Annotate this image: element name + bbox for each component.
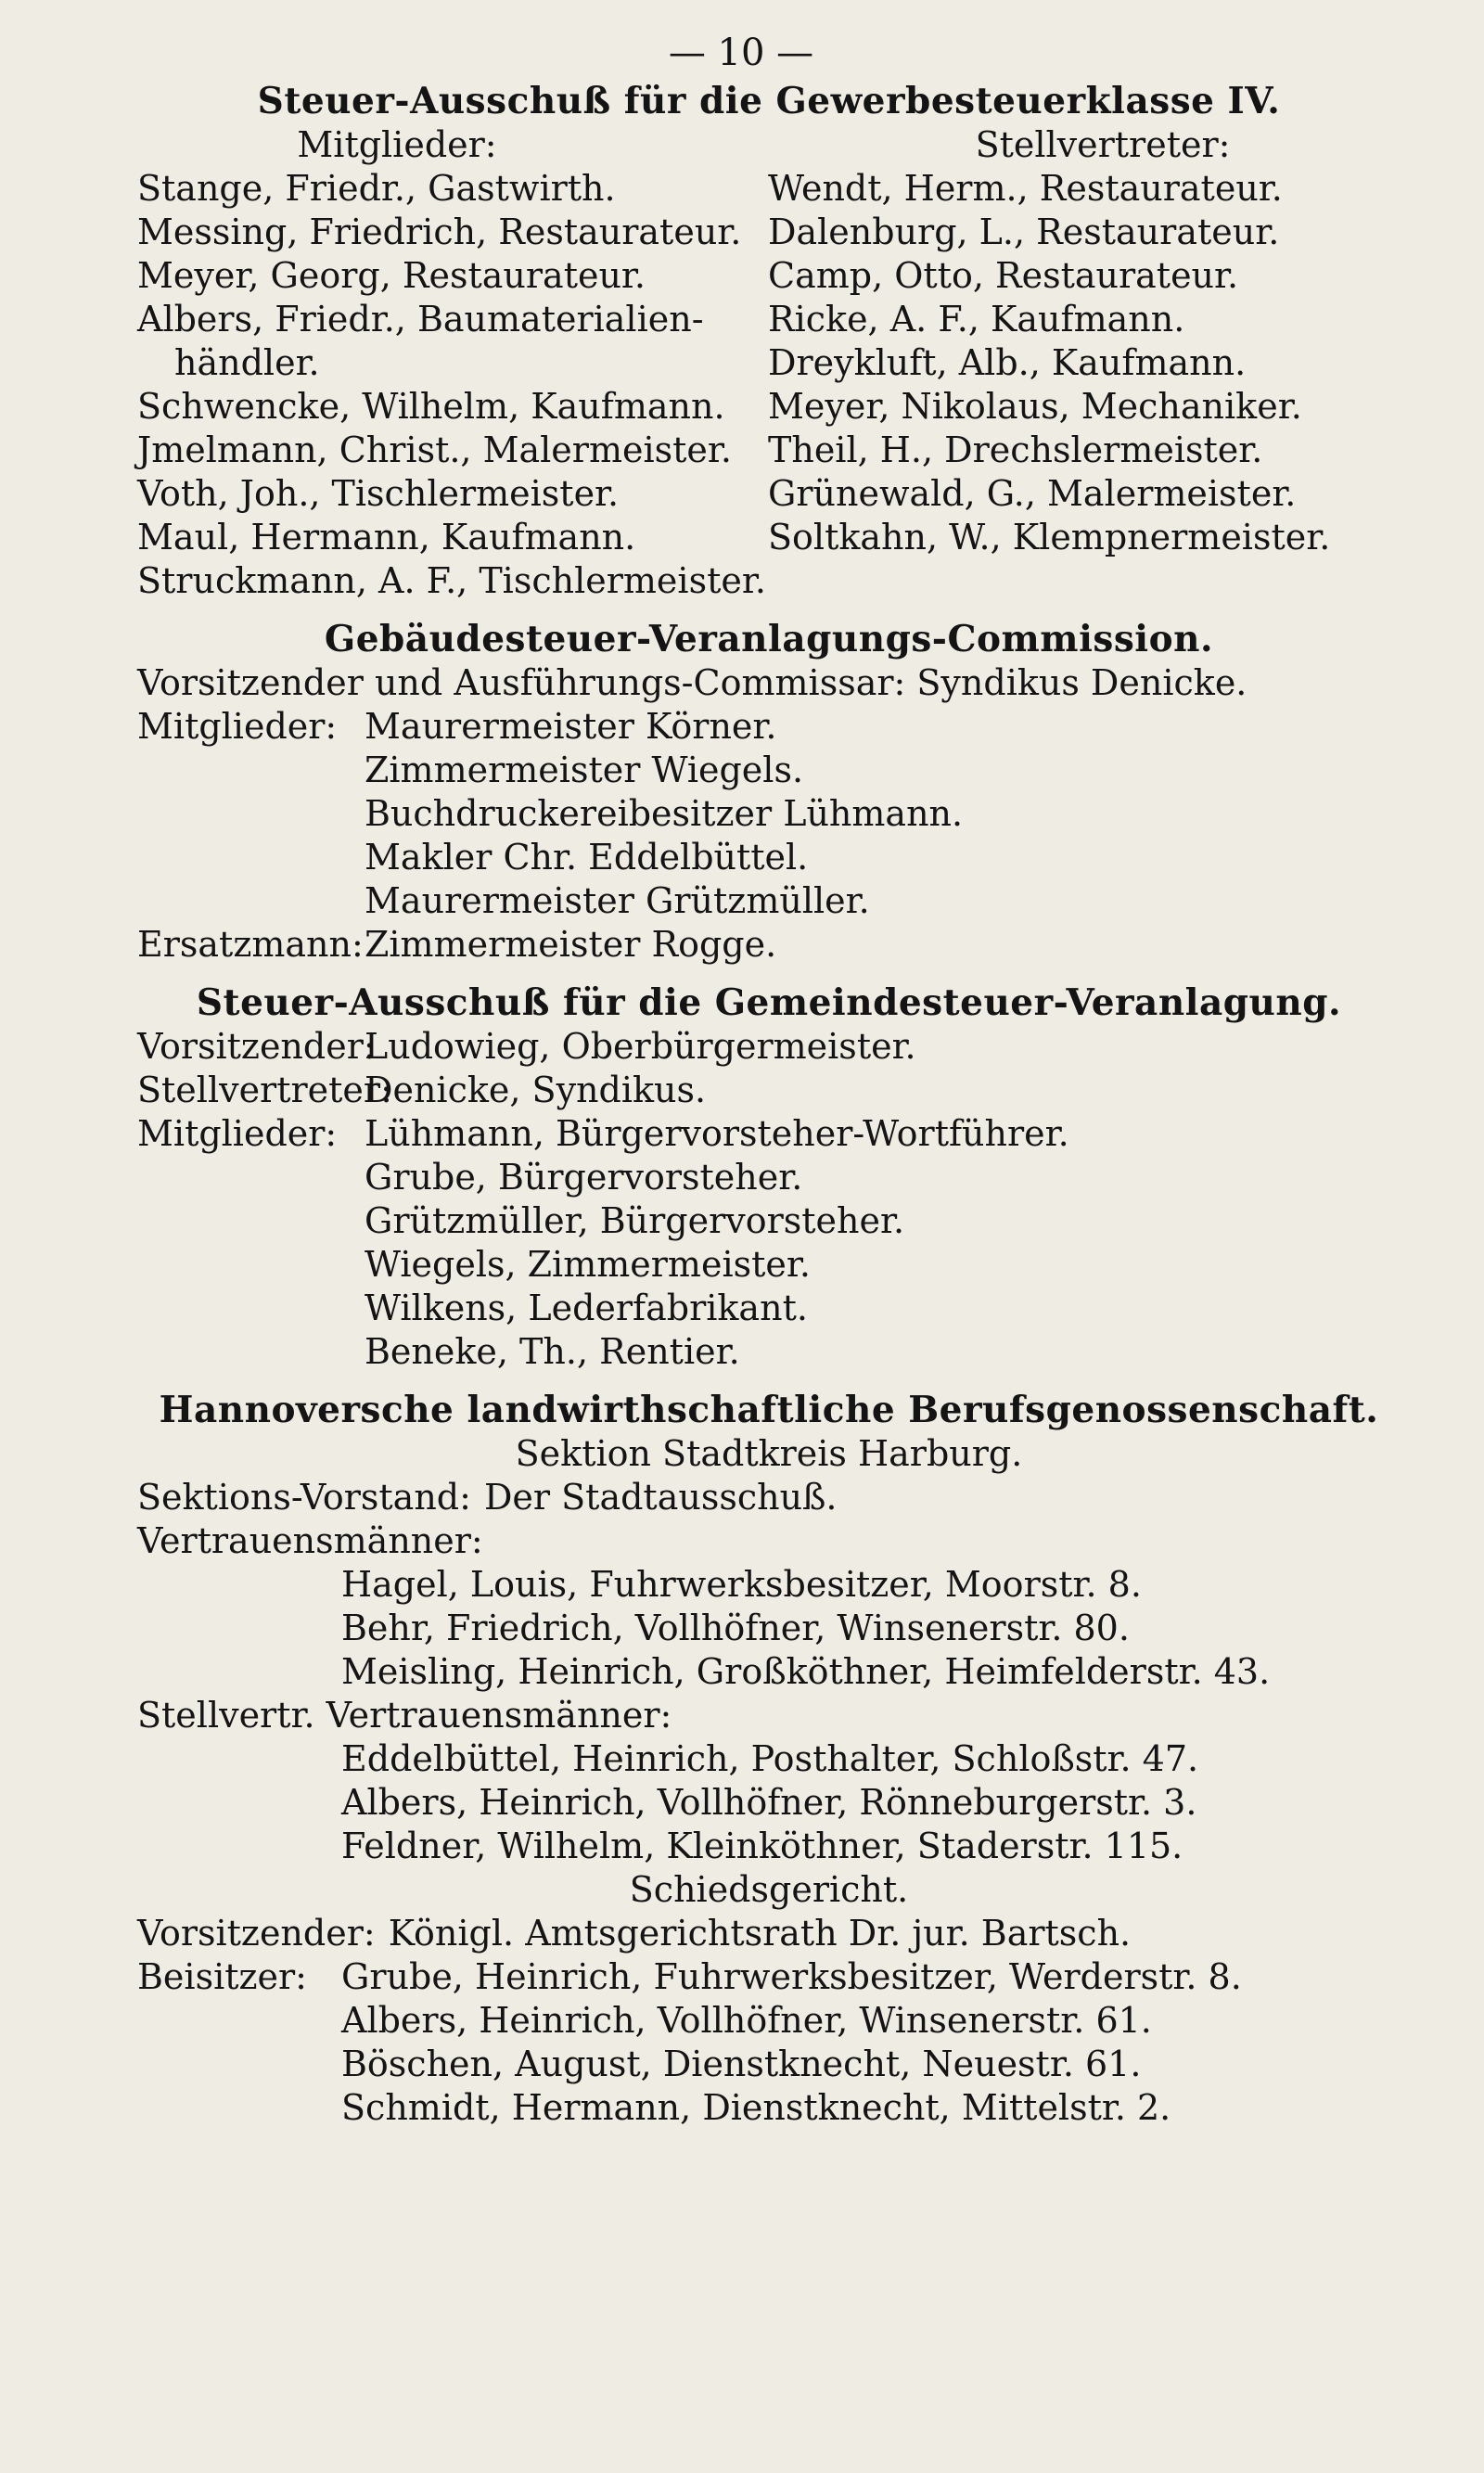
members-deputies-columns [137, 123, 1401, 603]
deputy-entry: Wendt, Herm., Restaurateur. [768, 168, 1283, 209]
deputies-column [768, 123, 1401, 603]
deputy-row [137, 1069, 1401, 1112]
assessor-entry: Grube, Heinrich, Fuhrwerksbesitzer, Werderstr. 8. [341, 1956, 1242, 1997]
substitute-label: Ersatzmann: [137, 924, 364, 965]
substitute-row [137, 923, 1401, 967]
assessors-row [137, 1955, 1401, 1999]
member-list [137, 749, 1401, 923]
member-entry: Messing, Friedrich, Restaurateur. [137, 211, 742, 252]
board-entry: Der Stadtausschuß. [483, 1477, 838, 1518]
member-entry: Wiegels, Zimmermeister. [365, 1244, 811, 1285]
board-label: Sektions-Vorstand: [137, 1477, 471, 1518]
deputy-entry: Ricke, A. F., Kaufmann. [768, 299, 1185, 340]
section-heading-gemeindesteuer: Steuer-Ausschuß für die Gemeindesteuer-Veranlagung. [196, 981, 1342, 1024]
trustee-entry: Behr, Friedrich, Vollhöfner, Winsenerstr. 80. [341, 1608, 1130, 1648]
chair-line: Vorsitzender und Ausführungs-Commissar: Syndikus Denicke. [137, 662, 1247, 703]
deputy-entry: Camp, Otto, Restaurateur. [768, 255, 1239, 296]
member-entry: Meyer, Georg, Restaurateur. [137, 255, 646, 296]
deputy-trustee-entry: Eddelbüttel, Heinrich, Posthalter, Schloßstr. 47. [341, 1738, 1199, 1779]
trustee-entry: Meisling, Heinrich, Großköthner, Heimfelderstr. 43. [341, 1651, 1271, 1692]
member-entry: Jmelmann, Christ., Malermeister. [137, 429, 732, 470]
trustee-list [137, 1563, 1401, 1694]
members-row [137, 1112, 1401, 1156]
deputy-entry: Theil, H., Drechslermeister. [768, 429, 1263, 470]
member-entry-continuation: händler. [174, 342, 320, 383]
deputies-label: Stellvertreter: [975, 124, 1231, 165]
member-entry: Wilkens, Lederfabrikant. [365, 1288, 808, 1328]
chair-entry: Ludowieg, Oberbürgermeister. [365, 1026, 916, 1067]
court-chair-row [137, 1912, 1401, 1955]
court-chair-entry: Königl. Amtsgerichtsrath Dr. jur. Bartsch. [388, 1913, 1132, 1954]
substitute-entry: Zimmermeister Rogge. [365, 924, 777, 965]
trustees-label: Vertrauensmänner: [137, 1520, 483, 1561]
member-entry: Struckmann, A. F., Tischlermeister. [137, 560, 766, 601]
section-heading-berufsgenossenschaft: Hannoversche landwirthschaftliche Berufsgenossenschaft. [159, 1389, 1379, 1431]
deputy-trustee-entry: Feldner, Wilhelm, Kleinköthner, Staderstr. 115. [341, 1826, 1183, 1866]
member-list [137, 1156, 1401, 1374]
assessor-list [137, 1999, 1401, 2130]
assessor-entry: Schmidt, Hermann, Dienstknecht, Mittelstr. 2. [341, 2087, 1171, 2128]
deputy-entry: Grünewald, G., Malermeister. [768, 473, 1297, 514]
member-entry: Maurermeister Grützmüller. [365, 880, 870, 921]
page-number: — 10 — [668, 32, 814, 74]
deputy-entry: Dalenburg, L., Restaurateur. [768, 211, 1280, 252]
chair-label: Vorsitzender: [137, 1026, 376, 1067]
assessors-label: Beisitzer: [137, 1956, 307, 1997]
member-entry: Beneke, Th., Rentier. [365, 1331, 740, 1372]
deputy-trustee-entry: Albers, Heinrich, Vollhöfner, Rönneburgerstr. 3. [341, 1782, 1197, 1823]
member-entry: Zimmermeister Wiegels. [365, 750, 804, 790]
member-entry: Buchdruckereibesitzer Lühmann. [365, 793, 964, 834]
member-entry: Maul, Hermann, Kaufmann. [137, 517, 636, 557]
section-subtitle: Sektion Stadtkreis Harburg. [515, 1433, 1023, 1474]
deputy-trustees-label: Stellvertr. Vertrauensmänner: [137, 1695, 672, 1736]
court-title: Schiedsgericht. [629, 1869, 909, 1910]
section-heading-gewerbesteuer: Steuer-Ausschuß für die Gewerbesteuerklasse IV. [257, 80, 1281, 122]
members-label: Mitglieder: [137, 706, 338, 747]
member-entry: Maurermeister Körner. [365, 706, 777, 747]
member-entry: Grützmüller, Bürgervorsteher. [365, 1200, 905, 1241]
deputy-entry: Dreykluft, Alb., Kaufmann. [768, 342, 1247, 383]
member-entry: Schwencke, Wilhelm, Kaufmann. [137, 386, 725, 427]
members-label: Mitglieder: [297, 124, 497, 165]
member-entry: Albers, Friedr., Baumaterialien- [137, 299, 704, 340]
chair-row [137, 1025, 1401, 1069]
member-entry: Lühmann, Bürgervorsteher-Wortführer. [365, 1113, 1069, 1154]
member-entry: Stange, Friedr., Gastwirth. [137, 168, 616, 209]
assessor-entry: Böschen, August, Dienstknecht, Neuestr. 61. [341, 2044, 1142, 2084]
deputy-trustee-list [137, 1737, 1401, 1868]
trustee-entry: Hagel, Louis, Fuhrwerksbesitzer, Moorstr. 8. [341, 1564, 1142, 1605]
member-entry: Grube, Bürgervorsteher. [365, 1157, 803, 1198]
members-row [137, 705, 1401, 749]
assessor-entry: Albers, Heinrich, Vollhöfner, Winsenerstr. 61. [341, 2000, 1152, 2041]
members-column [137, 123, 768, 603]
deputy-entry: Meyer, Nikolaus, Mechaniker. [768, 386, 1302, 427]
deputy-entry: Soltkahn, W., Klempnermeister. [768, 517, 1331, 557]
member-entry: Makler Chr. Eddelbüttel. [365, 837, 809, 878]
deputy-label: Stellvertreter: [137, 1070, 392, 1110]
board-row [137, 1476, 1401, 1519]
deputy-entry: Denicke, Syndikus. [365, 1070, 707, 1110]
court-chair-label: Vorsitzender: [137, 1913, 376, 1954]
member-entry: Voth, Joh., Tischlermeister. [137, 473, 620, 514]
members-label: Mitglieder: [137, 1113, 338, 1154]
section-heading-gebaeudesteuer: Gebäudesteuer-Veranlagungs-Commission. [324, 618, 1214, 660]
